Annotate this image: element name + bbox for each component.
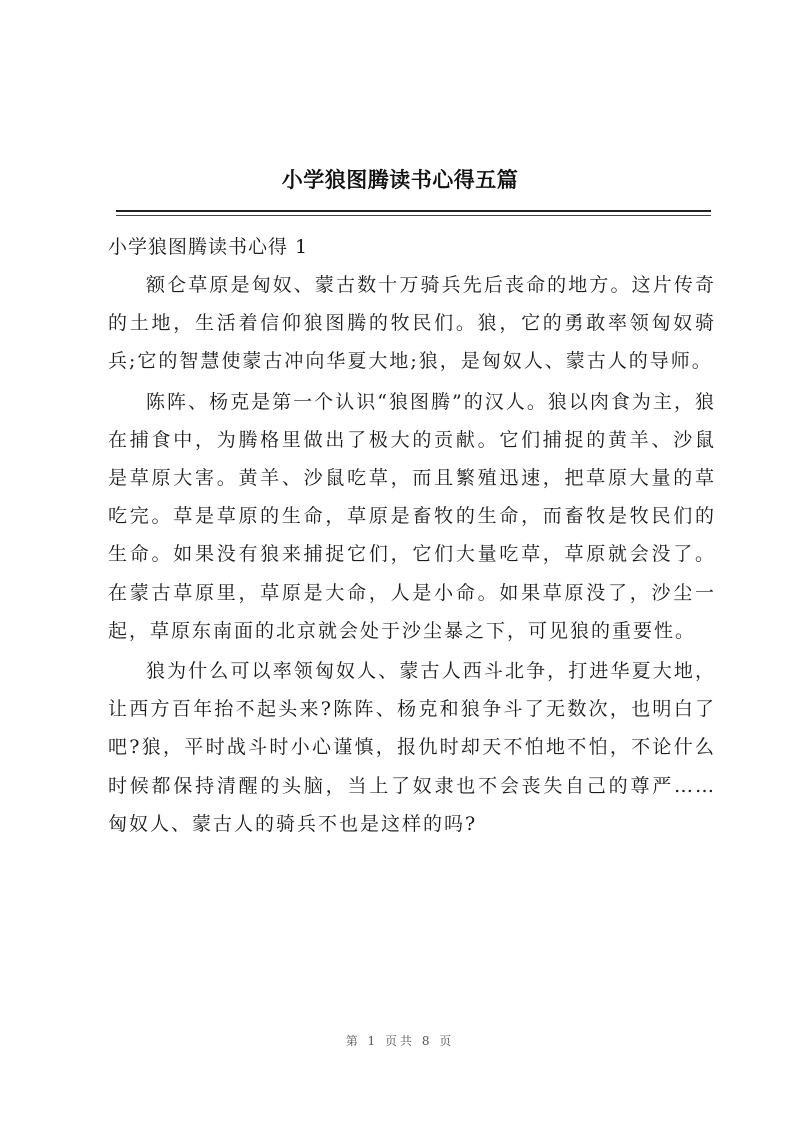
paragraph-2: 陈阵、杨克是第一个认识“狼图腾”的汉人。狼以肉食为主，狼在捕食中，为腾格里做出了极大的贡献。它们捕捉的黄羊、沙鼠是草原大害。黄羊、沙鼠吃草，而且繁殖迅速，把草原大量的草吃完。草是草原的生命，草原是畜牧的生命，而畜牧是牧民们的生命。如果没有狼来捕捉它们，它们大量吃草，草原就会没了。在蒙古草原里，草原是大命，人是小命。如果草原没了，沙尘一起，草原东南面的北京就会处于沙尘暴之下，可见狼的重要性。 [108, 390, 716, 642]
paragraph-1: 额仑草原是匈奴、蒙古数十万骑兵先后丧命的地方。这片传奇的土地，生活着信仰狼图腾的牧民们。狼，它的勇敢率领匈奴骑兵;它的智慧使蒙古冲向华夏大地;狼，是匈奴人、蒙古人的导师。 [108, 274, 716, 373]
title-divider-thick [116, 210, 711, 212]
paragraph-3: 狼为什么可以率领匈奴人、蒙古人西斗北争，打进华夏大地，让西方百年抬不起头来?陈阵、杨克和狼争斗了无数次，也明白了吧?狼，平时战斗时小心谨慎，报仇时却天不怕地不怕，不论什么时候都保持清醒的头脑，当上了奴隶也不会丧失自己的尊严……匈奴人、蒙古人的骑兵不也是这样的吗? [108, 660, 716, 835]
title-divider-thin [116, 215, 711, 216]
section-heading: 小学狼图腾读书心得 1 [108, 236, 309, 258]
page-number-footer: 第 1 页共 8 页 [345, 1034, 455, 1048]
document-title: 小学狼图腾读书心得五篇 [281, 167, 519, 192]
document-body [108, 228, 716, 845]
